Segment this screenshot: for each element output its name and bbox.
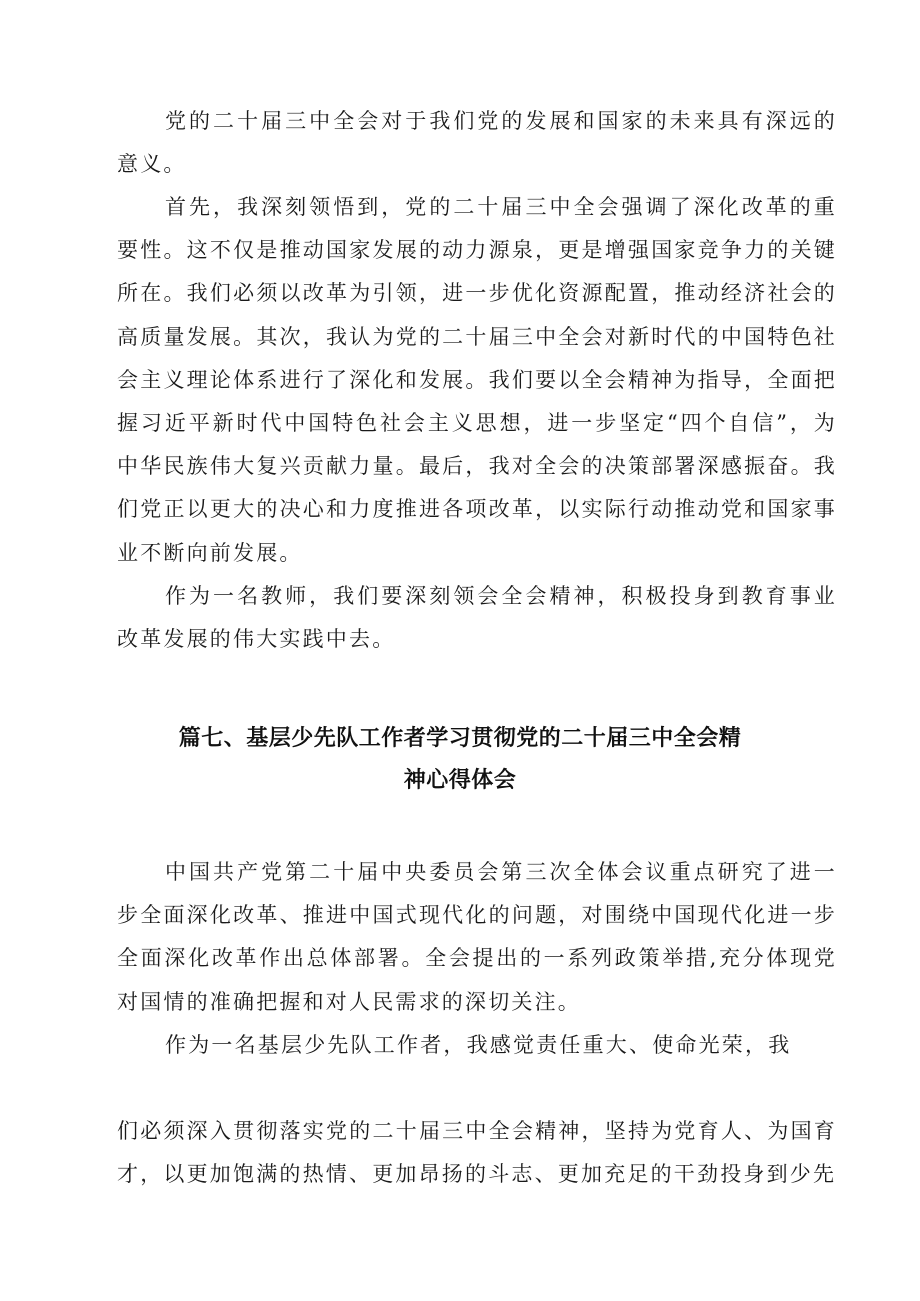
- paragraph-significance: 党的二十届三中全会对于我们党的发展和国家的未来具有深远的意义。: [117, 109, 837, 177]
- paragraph-plenary-summary: 中国共产党第二十届中央委员会第三次全体会议重点研究了进一步全面深化改革、推进中国式现代化的问题，对围绕中国现代化进一步全面深化改革作出总体部署。全会提出的一系列政策举措,充分体现党对国情的准确把握和对人民需求的深切关注。: [117, 860, 837, 1014]
- paragraph-continuation: 们必须深入贯彻落实党的二十届三中全会精神，坚持为党育人、为国育才，以更加饱满的热情、更加昂扬的斗志、更加充足的干劲投身到少先: [117, 1119, 837, 1187]
- section-heading: [117, 718, 803, 802]
- paragraph-reform-insights: 首先，我深刻领悟到，党的二十届三中全会强调了深化改革的重要性。这不仅是推动国家发展的动力源泉，更是增强国家竞争力的关键所在。我们必须以改革为引领，进一步优化资源配置，推动经济社会的高质量发展。其次，我认为党的二十届三中全会对新时代的中国特色社会主义理论体系进行了深化和发展。我们要以全会精神为指导，全面把握习近平新时代中国特色社会主义思想，进一步坚定“四个自信”，为中华民族伟大复兴贡献力量。最后，我对全会的决策部署深感振奋。我们党正以更大的决心和力度推进各项改革，以实际行动推动党和国家事业不断向前发展。: [117, 195, 837, 565]
- paragraph-teacher-commitment: 作为一名教师，我们要深刻领会全会精神，积极投身到教育事业改革发展的伟大实践中去。: [117, 584, 837, 652]
- section-heading-line-2: 神心得体会: [403, 768, 517, 793]
- paragraph-worker-responsibility: 作为一名基层少先队工作者，我感觉责任重大、使命光荣，我: [165, 1033, 792, 1057]
- section-heading-line-1: 篇七、基层少先队工作者学习贯彻党的二十届三中全会精: [178, 726, 742, 751]
